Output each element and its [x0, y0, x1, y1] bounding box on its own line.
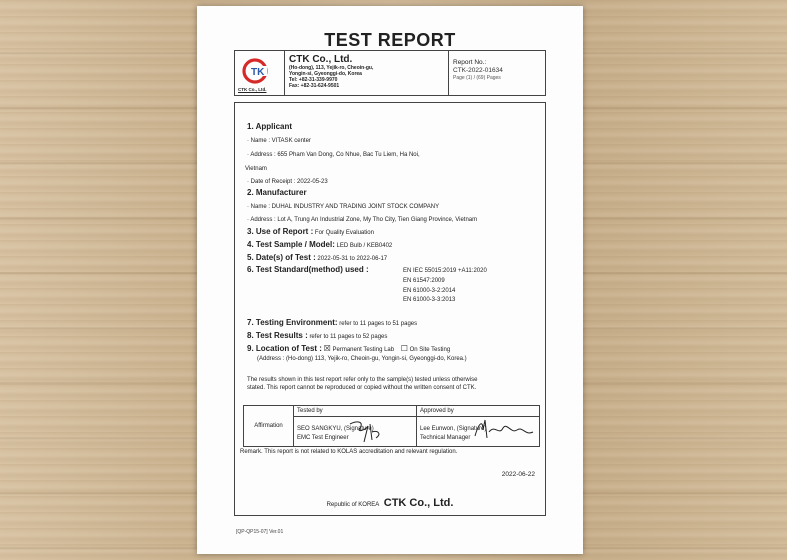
- standard-item: EN IEC 55015:2019 +A11:2020: [403, 268, 487, 274]
- onsite-label: On Site Testing: [409, 347, 451, 353]
- dates-value: 2022-05-31 to 2022-06-17: [317, 256, 388, 262]
- issuer: [235, 493, 545, 511]
- results-heading: 8. Test Results :: [247, 331, 308, 340]
- affirmation-table: [243, 405, 540, 447]
- applicant-name: · Name : VITASK center: [247, 138, 311, 144]
- company-tel: Tel: +82-31-339-9970: [289, 77, 338, 83]
- testing-environment: [247, 319, 417, 328]
- report-page: [197, 6, 583, 554]
- company-fax: Fax: +82-31-624-9501: [289, 83, 340, 89]
- tester-role: EMC Test Engineer: [297, 435, 349, 441]
- ctk-logo-icon: [241, 57, 269, 85]
- use-value: For Quality Evaluation: [314, 230, 374, 236]
- company-cell: [285, 51, 449, 95]
- unchecked-box-icon: ☐: [400, 344, 408, 353]
- applicant-address-1: · Address : 655 Pham Van Dong, Co Nhue, Bac Tu Liem, Ha Noi,: [247, 152, 420, 158]
- standard-item: EN 61000-3-2:2014: [403, 288, 456, 294]
- page-title: TEST REPORT: [324, 30, 456, 50]
- test-results: [247, 332, 387, 341]
- standard-item: EN 61547:2009: [403, 278, 445, 284]
- standard-item: EN 61000-3-3:2013: [403, 297, 456, 303]
- standard-heading: 6. Test Standard(method) used :: [247, 265, 369, 274]
- location-heading: 9. Location of Test :: [247, 344, 322, 353]
- report-number: CTK-2022-01634: [453, 67, 503, 74]
- environment-heading: 7. Testing Environment:: [247, 318, 338, 327]
- affirmation-label: Affirmation: [244, 406, 294, 446]
- report-body: [234, 102, 546, 516]
- manufacturer-name: · Name : DUHAL INDUSTRY AND TRADING JOINT STOCK COMPANY: [247, 204, 440, 210]
- use-heading: 3. Use of Report :: [247, 227, 314, 236]
- approved-by-label: Approved by: [417, 406, 539, 417]
- issuer-prefix: Republic of KOREA: [326, 502, 380, 508]
- test-dates: [247, 254, 387, 263]
- approved-by-cell: [417, 406, 539, 446]
- form-code: [QP-QP15-07] Ver.01: [236, 529, 284, 535]
- dates-heading: 5. Date(s) of Test :: [247, 253, 316, 262]
- tested-by-label: Tested by: [294, 406, 416, 417]
- logo-cell: [235, 51, 285, 95]
- report-no-label: Report No.:: [453, 59, 487, 66]
- sample-heading: 4. Test Sample / Model:: [247, 240, 335, 249]
- report-number-cell: [449, 51, 545, 95]
- issuer-name: CTK Co., Ltd.: [383, 497, 454, 509]
- logo-caption: CTK Co., Ltd.: [238, 87, 267, 92]
- tester-signature-icon: [346, 418, 386, 446]
- sample-value: LED Bulb / KEB0402: [336, 243, 393, 249]
- environment-value: refer to 11 pages to 51 pages: [339, 321, 418, 327]
- remark: Remark. This report is not related to KOLAS accreditation and relevant regulation.: [240, 449, 458, 455]
- logo-text: TK: [251, 67, 265, 78]
- header-table: [234, 50, 546, 96]
- use-of-report: [247, 228, 374, 237]
- disclaimer-line-2: stated. This report cannot be reproduced or copied without the written consent of CTK.: [247, 385, 477, 391]
- company-address-1: (Ho-dong), 113, Yejik-ro, Cheoin-gu,: [289, 65, 374, 71]
- tester-name: SEO SANGKYU, (Signature): [297, 426, 374, 432]
- manufacturer-heading: 2. Manufacturer: [247, 188, 307, 197]
- checked-box-icon: ☒: [323, 344, 331, 353]
- disclaimer-line-1: The results shown in this test report refer only to the sample(s) tested unless otherwise: [247, 377, 478, 383]
- applicant-address-2: Vietnam: [245, 166, 267, 172]
- location-of-test: [247, 345, 450, 354]
- manufacturer-address: · Address : Lot A, Trung An Industrial Zone, My Tho City, Tien Giang Province, Vietnam: [247, 217, 478, 223]
- report-page-count: Page (1) / (69) Pages: [453, 75, 501, 81]
- location-address: (Address : (Ho-dong) 113, Yejik-ro, Cheoin-gu, Yongin-si, Gyeonggi-do, Korea.): [257, 356, 467, 362]
- tested-by-cell: [294, 406, 417, 446]
- permanent-lab-label: Permanent Testing Lab: [332, 347, 395, 353]
- test-sample: [247, 241, 392, 250]
- company-address-2: Yongin-si, Gyeonggi-do, Korea: [289, 71, 362, 77]
- approver-role: Technical Manager: [420, 435, 471, 441]
- approver-name: Lee Eunwon, (Signature): [420, 426, 487, 432]
- receipt-date: · Date of Receipt : 2022-05-23: [247, 179, 328, 185]
- approver-signature-icon: [469, 416, 537, 444]
- company-name: CTK Co., Ltd.: [289, 54, 353, 65]
- results-value: refer to 11 pages to 52 pages: [309, 334, 388, 340]
- issue-date: 2022-06-22: [501, 471, 535, 478]
- applicant-heading: 1. Applicant: [247, 122, 293, 131]
